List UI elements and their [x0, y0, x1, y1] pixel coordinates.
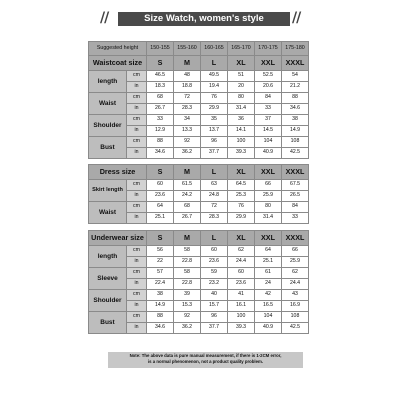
table-cell: 25.9 — [282, 257, 309, 268]
table-cell: 88 — [147, 137, 174, 148]
size-xxl: XXL — [255, 165, 282, 180]
height-165-170: 165-170 — [228, 42, 255, 56]
table-cell: 60 — [147, 180, 174, 191]
table-cell: 24.2 — [174, 191, 201, 202]
unit-cm: cm — [127, 71, 147, 82]
unit-in: in — [127, 82, 147, 93]
underwear-size-header: Underwear size — [89, 231, 147, 246]
unit-cm: cm — [127, 93, 147, 104]
table-cell: 62 — [282, 268, 309, 279]
table-cell: 84 — [255, 93, 282, 104]
table-cell: 68 — [147, 93, 174, 104]
table-row — [89, 180, 309, 191]
table-cell: 23.2 — [201, 279, 228, 290]
measure-label-shoulder: Shoulder — [89, 290, 127, 312]
note-line-2: is a normal phenomenon, not a product quality problem. — [147, 358, 264, 364]
table-cell: 42.5 — [282, 323, 309, 334]
table-cell: 76 — [228, 202, 255, 213]
size-l: L — [201, 231, 228, 246]
height-170-175: 170-175 — [255, 42, 282, 56]
table-cell: 14.5 — [255, 126, 282, 137]
table-row — [89, 137, 309, 148]
measure-label-sleeve: Sleeve — [89, 268, 127, 290]
size-xxl: XXL — [255, 56, 282, 71]
table-cell: 29.9 — [201, 104, 228, 115]
table-cell: 108 — [282, 137, 309, 148]
table-cell: 28.3 — [201, 213, 228, 224]
table-cell: 72 — [201, 202, 228, 213]
table-cell: 23.6 — [147, 191, 174, 202]
table-cell: 80 — [228, 93, 255, 104]
measure-label-length: length — [89, 71, 127, 93]
table-cell: 39 — [174, 290, 201, 301]
table-cell: 33 — [282, 213, 309, 224]
table-row — [89, 312, 309, 323]
measure-label-skirt-length: Skirt length — [89, 180, 127, 202]
table-cell: 33 — [147, 115, 174, 126]
height-175-180: 175-180 — [282, 42, 309, 56]
unit-in: in — [127, 323, 147, 334]
table-cell: 40 — [201, 290, 228, 301]
table-cell: 31.4 — [228, 104, 255, 115]
table-cell: 42 — [255, 290, 282, 301]
table-cell: 23.6 — [228, 279, 255, 290]
size-m: M — [174, 165, 201, 180]
table-cell: 66 — [255, 180, 282, 191]
unit-in: in — [127, 279, 147, 290]
table-cell: 25.1 — [255, 257, 282, 268]
unit-cm: cm — [127, 202, 147, 213]
table-cell: 36.2 — [174, 323, 201, 334]
measurement-note — [108, 352, 303, 368]
table-cell: 26.7 — [147, 104, 174, 115]
table-cell: 38 — [147, 290, 174, 301]
table-cell: 92 — [174, 312, 201, 323]
size-m: M — [174, 231, 201, 246]
unit-in: in — [127, 148, 147, 159]
table-row — [89, 93, 309, 104]
table-cell: 41 — [228, 290, 255, 301]
table-cell: 31.4 — [255, 213, 282, 224]
size-s: S — [147, 165, 174, 180]
table-row — [89, 290, 309, 301]
table-cell: 20.6 — [255, 82, 282, 93]
table-cell: 88 — [147, 312, 174, 323]
table-cell: 37.7 — [201, 148, 228, 159]
size-s: S — [147, 56, 174, 71]
table-cell: 46.5 — [147, 71, 174, 82]
table-cell: 24.4 — [282, 279, 309, 290]
dress-size-header: Dress size — [89, 165, 147, 180]
table-cell: 18.3 — [147, 82, 174, 93]
table-cell: 57 — [147, 268, 174, 279]
unit-in: in — [127, 126, 147, 137]
table-cell: 60 — [201, 246, 228, 257]
table-cell: 72 — [174, 93, 201, 104]
unit-cm: cm — [127, 246, 147, 257]
table-cell: 96 — [201, 137, 228, 148]
table-cell: 20 — [228, 82, 255, 93]
size-xxxl: XXXL — [282, 56, 309, 71]
table-cell: 43 — [282, 290, 309, 301]
table-cell: 37 — [255, 115, 282, 126]
table-cell: 14.9 — [147, 301, 174, 312]
unit-cm: cm — [127, 268, 147, 279]
height-150-155: 150-155 — [147, 42, 174, 56]
table-cell: 68 — [174, 202, 201, 213]
table-cell: 22.8 — [174, 257, 201, 268]
table-cell: 39.3 — [228, 148, 255, 159]
table-cell: 59 — [201, 268, 228, 279]
table-cell: 54 — [282, 71, 309, 82]
table-cell: 40.9 — [255, 148, 282, 159]
size-l: L — [201, 56, 228, 71]
table-cell: 96 — [201, 312, 228, 323]
table-cell: 61 — [255, 268, 282, 279]
table-cell: 22.4 — [147, 279, 174, 290]
table-row — [89, 246, 309, 257]
unit-cm: cm — [127, 137, 147, 148]
measure-label-shoulder: Shoulder — [89, 115, 127, 137]
table-cell: 61.5 — [174, 180, 201, 191]
table-cell: 49.5 — [201, 71, 228, 82]
size-xxxl: XXXL — [282, 231, 309, 246]
table-cell: 15.3 — [174, 301, 201, 312]
table-cell: 24 — [255, 279, 282, 290]
page-title: Size Watch, women's style — [118, 12, 290, 26]
table-cell: 21.2 — [282, 82, 309, 93]
unit-cm: cm — [127, 115, 147, 126]
unit-in: in — [127, 257, 147, 268]
underwear-size-table — [88, 230, 309, 334]
table-cell: 23.6 — [201, 257, 228, 268]
title-decoration-left: // — [100, 10, 109, 26]
table-cell: 33 — [255, 104, 282, 115]
table-cell: 40.9 — [255, 323, 282, 334]
table-row — [89, 71, 309, 82]
table-cell: 76 — [201, 93, 228, 104]
table-row — [89, 115, 309, 126]
table-cell: 16.9 — [282, 301, 309, 312]
measure-label-length: length — [89, 246, 127, 268]
table-cell: 26.5 — [282, 191, 309, 202]
size-xxxl: XXXL — [282, 165, 309, 180]
suggested-height-row — [89, 42, 309, 56]
table-cell: 25.3 — [228, 191, 255, 202]
table-cell: 100 — [228, 137, 255, 148]
table-cell: 29.9 — [228, 213, 255, 224]
table-cell: 16.5 — [255, 301, 282, 312]
table-cell: 48 — [174, 71, 201, 82]
table-cell: 64 — [147, 202, 174, 213]
title-decoration-right: // — [292, 10, 301, 26]
table-cell: 13.7 — [201, 126, 228, 137]
unit-in: in — [127, 191, 147, 202]
measure-label-bust: Bust — [89, 312, 127, 334]
size-xxl: XXL — [255, 231, 282, 246]
table-cell: 92 — [174, 137, 201, 148]
dress-size-table — [88, 164, 309, 224]
table-cell: 34.6 — [147, 323, 174, 334]
table-cell: 24.8 — [201, 191, 228, 202]
table-cell: 104 — [255, 137, 282, 148]
unit-cm: cm — [127, 290, 147, 301]
table-cell: 51 — [228, 71, 255, 82]
size-m: M — [174, 56, 201, 71]
waistcoat-size-table — [88, 41, 309, 159]
measure-label-bust: Bust — [89, 137, 127, 159]
table-cell: 60 — [228, 268, 255, 279]
table-cell: 64.5 — [228, 180, 255, 191]
table-row — [89, 202, 309, 213]
measure-label-waist: Waist — [89, 202, 127, 224]
table-cell: 66 — [282, 246, 309, 257]
table-cell: 100 — [228, 312, 255, 323]
table-cell: 18.8 — [174, 82, 201, 93]
table-cell: 84 — [282, 202, 309, 213]
table-cell: 28.3 — [174, 104, 201, 115]
table-cell: 36.2 — [174, 148, 201, 159]
table-cell: 14.1 — [228, 126, 255, 137]
size-s: S — [147, 231, 174, 246]
table-cell: 25.1 — [147, 213, 174, 224]
unit-cm: cm — [127, 312, 147, 323]
table-cell: 22 — [147, 257, 174, 268]
table-cell: 24.4 — [228, 257, 255, 268]
suggested-height-label: Suggested height — [89, 42, 147, 56]
table-cell: 58 — [174, 268, 201, 279]
table-cell: 64 — [255, 246, 282, 257]
table-cell: 67.5 — [282, 180, 309, 191]
table-cell: 80 — [255, 202, 282, 213]
unit-in: in — [127, 301, 147, 312]
table-cell: 25.9 — [255, 191, 282, 202]
underwear-size-header-row — [89, 231, 309, 246]
table-cell: 39.3 — [228, 323, 255, 334]
table-cell: 22.8 — [174, 279, 201, 290]
table-cell: 34.6 — [147, 148, 174, 159]
table-cell: 42.5 — [282, 148, 309, 159]
table-cell: 35 — [201, 115, 228, 126]
waistcoat-size-header-row — [89, 56, 309, 71]
waistcoat-size-header: Waistcoat size — [89, 56, 147, 71]
size-l: L — [201, 165, 228, 180]
unit-in: in — [127, 104, 147, 115]
unit-cm: cm — [127, 180, 147, 191]
table-cell: 37.7 — [201, 323, 228, 334]
measure-label-waist: Waist — [89, 93, 127, 115]
table-cell: 12.9 — [147, 126, 174, 137]
table-cell: 52.5 — [255, 71, 282, 82]
table-cell: 104 — [255, 312, 282, 323]
table-cell: 14.9 — [282, 126, 309, 137]
note-line-1: Note: The above data is pure manual measurement, if there is 1-2CM error, — [129, 353, 282, 358]
unit-in: in — [127, 213, 147, 224]
table-cell: 88 — [282, 93, 309, 104]
table-cell: 19.4 — [201, 82, 228, 93]
table-cell: 13.3 — [174, 126, 201, 137]
table-cell: 62 — [228, 246, 255, 257]
dress-size-header-row — [89, 165, 309, 180]
height-155-160: 155-160 — [174, 42, 201, 56]
size-xl: XL — [228, 56, 255, 71]
table-cell: 36 — [228, 115, 255, 126]
table-cell: 63 — [201, 180, 228, 191]
size-xl: XL — [228, 165, 255, 180]
table-cell: 26.7 — [174, 213, 201, 224]
size-xl: XL — [228, 231, 255, 246]
table-cell: 38 — [282, 115, 309, 126]
table-row — [89, 268, 309, 279]
height-160-165: 160-165 — [201, 42, 228, 56]
table-cell: 34.6 — [282, 104, 309, 115]
table-cell: 108 — [282, 312, 309, 323]
table-cell: 15.7 — [201, 301, 228, 312]
table-cell: 58 — [174, 246, 201, 257]
table-cell: 16.1 — [228, 301, 255, 312]
table-cell: 34 — [174, 115, 201, 126]
table-cell: 56 — [147, 246, 174, 257]
